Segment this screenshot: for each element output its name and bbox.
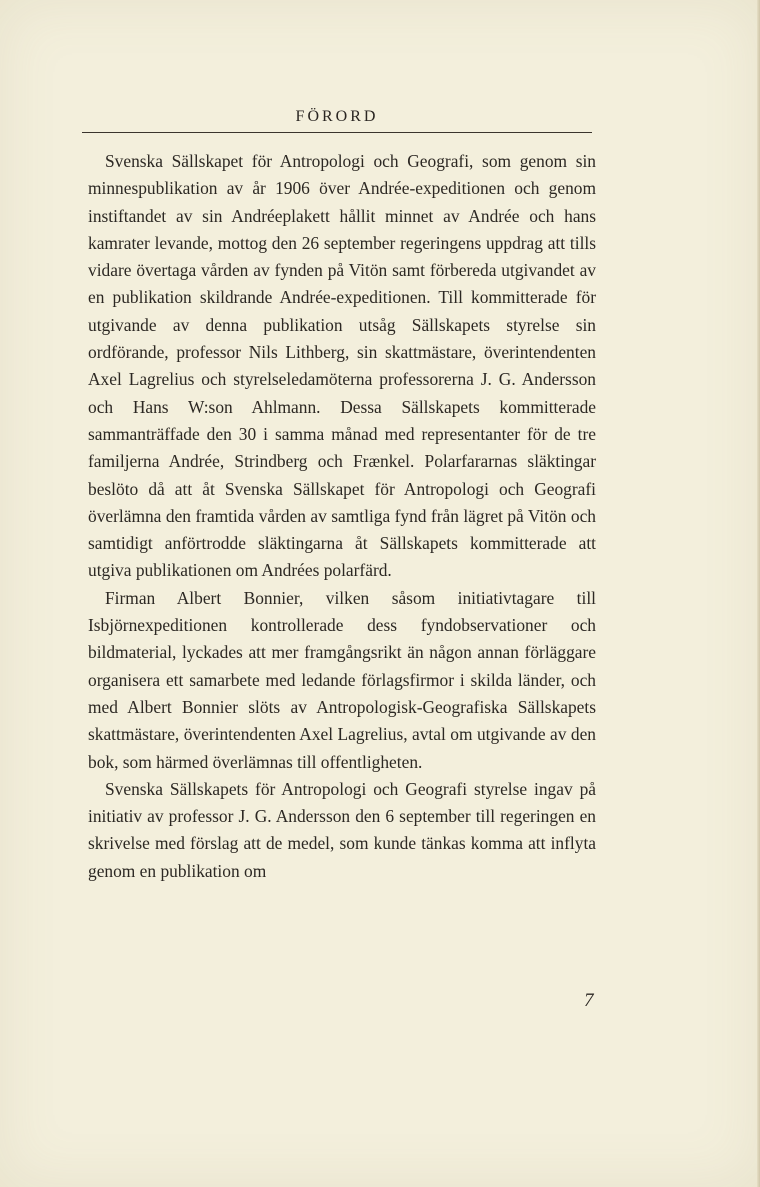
- paragraph: Svenska Sällskapet för Antropologi och Geografi, som genom sin minnespublikation av år 1906 över Andrée-expeditionen och genom instiftandet av sin Andréeplakett hållit minnet av Andrée och hans kamrater levande, mottog den 26 september regeringens uppdrag att tills vidare övertaga vården av fynden på Vitön samt förbereda utgivandet av en publikation skildrande Andrée-expeditionen. Till kommitterade för utgivande av denna publikation utsåg Sällskapets styrelse sin ordförande, professor Nils Lithberg, sin skattmästare, överintendenten Axel Lagrelius och styrelseledamöterna professorerna J. G. Andersson och Hans W:son Ahlmann. Dessa Sällskapets kommitterade sammanträffade den 30 i samma månad med representanter för de tre familjerna Andrée, Strindberg och Frænkel. Polarfararnas släktingar beslöto då att åt Svenska Sällskapet för Antropologi och Geografi överlämna den framtida vården av samtliga fynd från lägret på Vitön och samtidigt anförtrodde släktingarna åt Sällskapets kommitterade att utgiva publikationen om Andrées polarfärd.: [88, 151, 596, 581]
- paragraph: Firman Albert Bonnier, vilken såsom initiativtagare till Isbjörnexpeditionen kontrollerade dess fyndobservationer och bildmaterial, lyckades att mer framgångsrikt än någon annan förläggare organisera ett samarbete med ledande förlagsfirmor i skilda länder, och med Albert Bonnier slöts av Antropologisk-Geografiska Sällskapets skattmästare, överintendenten Axel Lagrelius, avtal om utgivande av den bok, som härmed överlämnas till offentligheten.: [88, 587, 596, 772]
- paragraph: Svenska Sällskapets för Antropologi och Geografi styrelse ingav på initiativ av professor J. G. Andersson den 6 september till regeringen en skrivelse med förslag att de medel, som kunde tänkas komma att inflyta genom en publikation om: [88, 778, 596, 881]
- body-text: [88, 148, 596, 885]
- header-rule: [82, 132, 592, 133]
- page-number: 7: [584, 990, 594, 1011]
- running-header: FÖRORD: [295, 108, 379, 125]
